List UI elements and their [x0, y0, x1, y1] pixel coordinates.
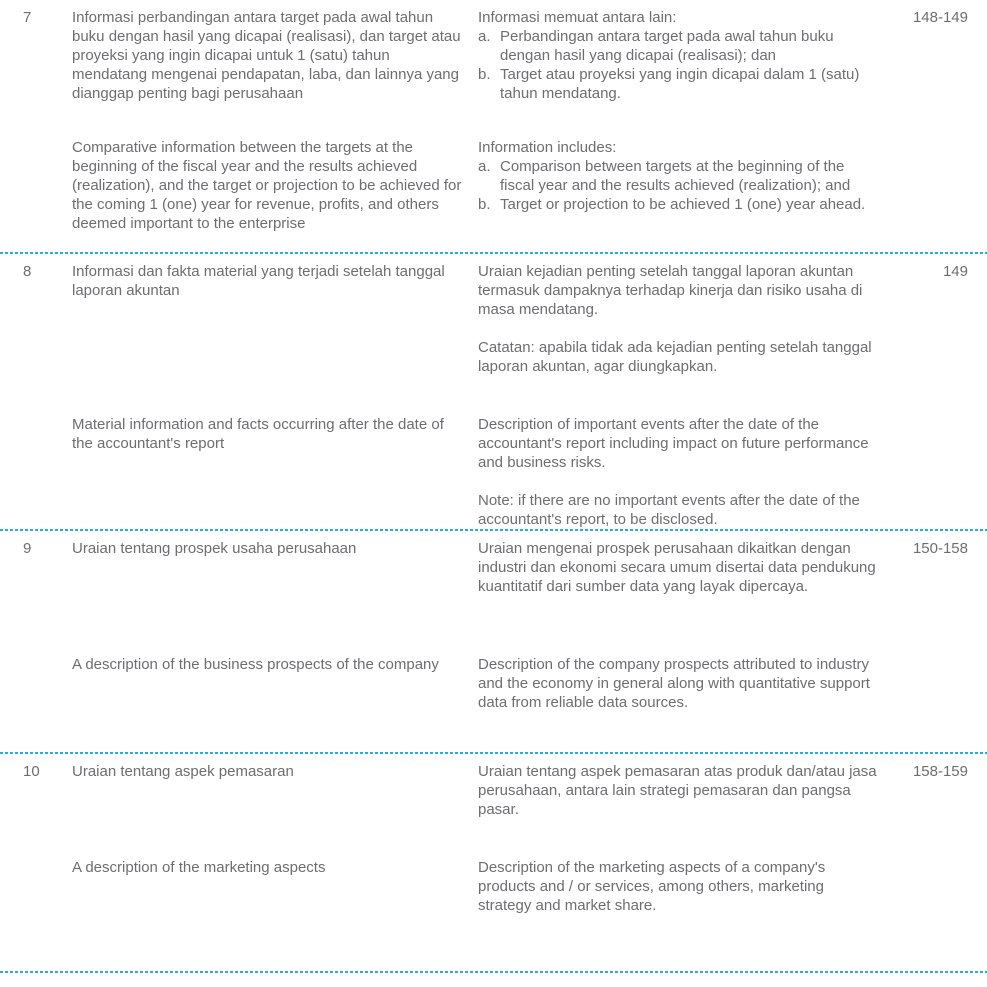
info-paragraph-text: Informasi memuat antara lain:: [478, 9, 677, 26]
information-cell: [478, 8, 878, 214]
info-list-item: [478, 27, 878, 65]
info-paragraph-text: Catatan: apabila tidak ada kejadian penting setelah tanggal laporan akuntan, agar diungkapkan.: [478, 339, 872, 375]
information-english: [478, 138, 878, 214]
list-item-text: Comparison between targets at the beginning of the fiscal year and the results achieved (realization); and: [500, 158, 851, 194]
info-list-item: [478, 195, 878, 214]
info-paragraph-text: Uraian kejadian penting setelah tanggal laporan akuntan termasuk dampaknya terhadap kinerja dan risiko usaha di masa mendatang.: [478, 263, 863, 318]
information-english: [478, 415, 878, 529]
information-cell: [478, 762, 878, 915]
item-number: 9: [23, 540, 32, 557]
information-english: [478, 858, 878, 915]
info-paragraph: [478, 262, 878, 319]
table-row: [0, 254, 987, 529]
description-indonesian: Uraian tentang aspek pemasaran: [72, 763, 294, 780]
info-paragraph: [478, 655, 878, 712]
row-divider: [0, 971, 987, 973]
info-paragraph: [478, 138, 878, 214]
info-paragraph-text: Description of the company prospects attributed to industry and the economy in general along with quantitative support data from reliable data sources.: [478, 656, 870, 711]
description-english: Material information and facts occurring after the date of the accountant's report: [72, 416, 444, 452]
information-indonesian: [478, 539, 878, 655]
item-number: 7: [23, 9, 32, 26]
info-list-item: [478, 157, 878, 195]
info-paragraph-text: Description of the marketing aspects of a company's products and / or services, among others, marketing strategy and market share.: [478, 859, 826, 914]
description-english: A description of the business prospects of the company: [72, 656, 439, 673]
info-paragraph: [478, 762, 878, 819]
page-reference: 148-149: [912, 9, 968, 26]
list-item-marker: a.: [478, 28, 491, 45]
info-paragraph: [478, 858, 878, 915]
table-row: [0, 531, 987, 752]
description-indonesian: Uraian tentang prospek usaha perusahaan: [72, 540, 357, 557]
info-paragraph: [478, 8, 878, 103]
page-reference: 150-158: [912, 540, 968, 557]
item-number: 8: [23, 263, 32, 280]
description-indonesian: Informasi perbandingan antara target pada awal tahun buku dengan hasil yang dicapai (realisasi), dan target atau proyeksi yang ingin dicapai untuk 1 (satu) tahun mendatang mengenai pendapatan, laba, dan lainnya yang dianggap penting bagi perusahaan: [72, 9, 461, 102]
description-english: A description of the marketing aspects: [72, 859, 326, 876]
info-paragraph-text: Uraian mengenai prospek perusahaan dikaitkan dengan industri dan ekonomi secara umum disertai data pendukung kuantitatif dari sumber data yang layak dipercaya.: [478, 540, 876, 595]
info-paragraph: [478, 491, 878, 529]
info-paragraph-text: Note: if there are no important events after the date of the accountant's report, to be disclosed.: [478, 492, 860, 528]
description-cell: [72, 262, 470, 453]
information-indonesian: [478, 762, 878, 858]
table-row: [0, 0, 987, 252]
list-item-text: Perbandingan antara target pada awal tahun buku dengan hasil yang dicapai (realisasi); dan: [500, 28, 834, 64]
information-indonesian: [478, 262, 878, 415]
item-number: 10: [23, 763, 40, 780]
info-paragraph: [478, 539, 878, 596]
info-paragraph-text: Uraian tentang aspek pemasaran atas produk dan/atau jasa perusahaan, antara lain strategi pemasaran dan pangsa pasar.: [478, 763, 877, 818]
information-indonesian: [478, 8, 878, 138]
description-cell: [72, 762, 470, 877]
list-item-marker: b.: [478, 66, 491, 83]
list-item-marker: a.: [478, 158, 491, 175]
description-english: Comparative information between the targets at the beginning of the fiscal year and the results achieved (realization), and the target or projection to be achieved for the coming 1 (one) year for revenue, profits, and others deemed important to the enterprise: [72, 139, 462, 232]
info-list-item: [478, 65, 878, 103]
information-english: [478, 655, 878, 712]
info-paragraph: [478, 415, 878, 472]
info-paragraph-text: Description of important events after the date of the accountant's report including impact on future performance and business risks.: [478, 416, 869, 471]
description-cell: [72, 539, 470, 674]
list-item-marker: b.: [478, 196, 491, 213]
description-indonesian: Informasi dan fakta material yang terjadi setelah tanggal laporan akuntan: [72, 263, 445, 299]
description-cell: [72, 8, 470, 233]
information-cell: [478, 539, 878, 712]
page-reference: 158-159: [912, 763, 968, 780]
page-reference: 149: [942, 263, 968, 280]
information-cell: [478, 262, 878, 529]
info-paragraph: [478, 338, 878, 376]
list-item-text: Target atau proyeksi yang ingin dicapai dalam 1 (satu) tahun mendatang.: [500, 66, 860, 102]
info-paragraph-text: Information includes:: [478, 139, 617, 156]
list-item-text: Target or projection to be achieved 1 (one) year ahead.: [500, 196, 866, 213]
table-row: [0, 754, 987, 971]
